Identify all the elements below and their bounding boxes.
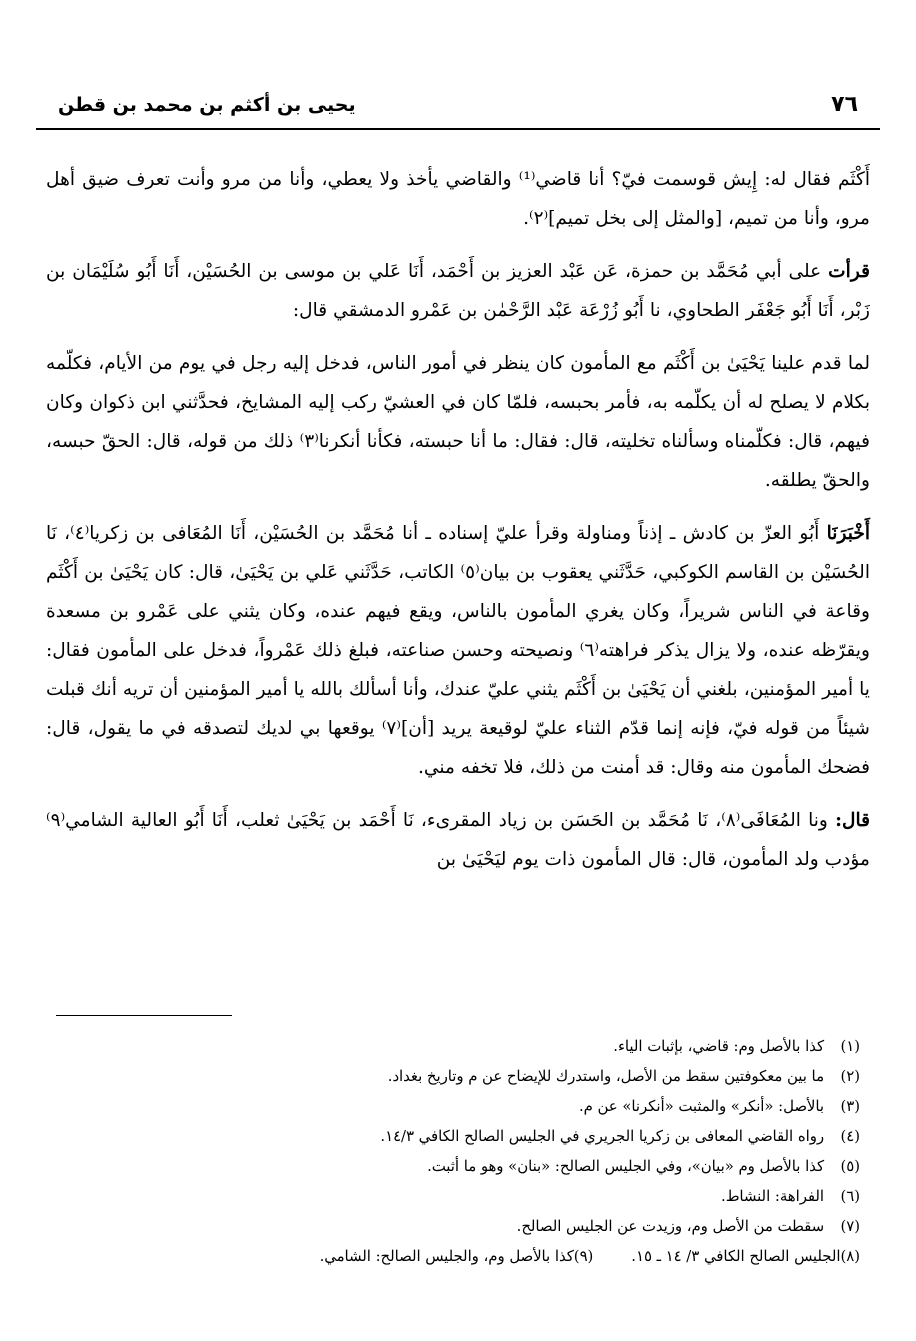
paragraph-text: أَبُو العزّ بن كادش ـ إذناً ومناولة وقرأ عليّ إسناده ـ أنا مُحَمَّد بن الحُسَيْن، أَنَا المُعَافى بن زكريا⁽٤⁾، نَا الحُسَيْن بن القاسم الكوكبي، حَدَّثَني يعقوب بن بيان⁽٥⁾ الكاتب، حَدَّثَني عَلي بن يَحْيَىٰ، قال: كان يَحْيَىٰ بن أَكْثَم وقاعة في الناس شريراً، وكان يغري المأمون بالناس، ويقع فيهم عنده، وكان يثني على عَمْرو بن مسعدة ويقرّظه عنده، ولا يزال يذكر فراهته⁽٦⁾ ونصيحته وحسن صناعته، فبلغ ذلك عَمْرواً، فدخل على المأمون فقال: يا أمير المؤمنين، بلغني أن يَحْيَىٰ بن أَكْثَم يثني عليّ عندك، وأنا أسألك بالله يا أمير المؤمنين أن تريه أنك قبلت شيئاً من قوله فيّ، فإنه إنما قدّم الثناء عليّ لوقيعة يريد [أن]⁽٧⁾ يوقعها بي لديك لتصدقه في ما يقول، قال: فضحك المأمون منه وقال: قد أمنت من ذلك، فلا تخفه مني. [46, 523, 870, 778]
footnote-number: (٤) [840, 1128, 860, 1145]
footnote-text: ما بين معكوفتين سقط من الأصل، واستدرك للإيضاح عن م وتاريخ بغداد. [387, 1068, 824, 1085]
running-title: يحيى بن أكثم بن محمد بن قطن [58, 94, 356, 116]
page-number: ٧٦ [831, 92, 858, 117]
footnote-number: (٧) [840, 1218, 860, 1235]
paragraph [46, 514, 870, 787]
paragraph-text: على أبي مُحَمَّد بن حمزة، عَن عَبْد العزيز بن أَحْمَد، أَنَا عَلي بن موسى بن الحُسَيْن، أَنَا أَبُو سُلَيْمَان بن زَبْر، أَنَا أَبُو جَعْفَر الطحاوي، نا أَبُو زُرْعَة عَبْد الرَّحْمٰن بن عَمْرو الدمشقي قال: [46, 261, 870, 321]
paragraph-text: ونا المُعَافَى⁽٨⁾، نَا مُحَمَّد بن الحَسَن بن زياد المقرىء، نَا أَحْمَد بن يَحْيَىٰ ثعلب، أَنَا أَبُو العالية الشامي⁽٩⁾ مؤدب ولد المأمون، قال: قال المأمون ذات يوم ليَحْيَىٰ بن [46, 810, 870, 870]
footnote [631, 1242, 860, 1272]
footnote-number: (٦) [840, 1188, 860, 1205]
footnote-text: بالأصل: «أنكر» والمثبت «أنكرنا» عن م. [578, 1098, 824, 1115]
footnote-number: (٨) [840, 1248, 860, 1265]
paragraph-lead: قرأت [828, 261, 870, 282]
footnote-row [60, 1242, 860, 1272]
paragraph-lead: قال: [835, 810, 871, 831]
paragraph-text: أَكْثَم فقال له: إِيش قوسمت فيّ؟ أنا قاضي⁽¹⁾ والقاضي يأخذ ولا يعطي، وأنا من مرو وأنت تعرف ضيق أهل مرو، وأنا من تميم، [والمثل إلى بخل تميم]⁽٢⁾. [46, 169, 870, 229]
footnote [60, 1212, 860, 1242]
footnotes [60, 1032, 860, 1272]
footnote [60, 1092, 860, 1122]
footnote [60, 1122, 860, 1152]
page-header [36, 88, 880, 130]
footnote-text: الجليس الصالح الكافي ٣/ ١٤ ـ ١٥. [631, 1248, 841, 1265]
paragraph-text: لما قدم علينا يَحْيَىٰ بن أَكْثَم مع المأمون كان ينظر في أمور الناس، فدخل إليه رجل في يوم من الأيام، فكلّمه بكلام لا يصلح له أن يكلّمه به، فأمر بحبسه، فلمّا كان في العشيّ ركب إليه المشايخ، فحدَّثني ابن ذكوان وكان فيهم، قال: فكلّمناه وسألناه تخليته، قال: فقال: ما أنا حبسته، فكأنا أنكرنا⁽٣⁾ ذلك من قوله، قال: الحقّ حبسه، والحقّ يطلقه. [46, 353, 870, 491]
footnote-separator [56, 1015, 232, 1016]
paragraph [46, 160, 870, 238]
footnote [60, 1032, 860, 1062]
footnote-number: (٣) [840, 1098, 860, 1115]
footnote-text: كذا بالأصل وم «بيان»، وفي الجليس الصالح: «بنان» وهو ما أثبت. [427, 1158, 824, 1175]
footnote-text: كذا بالأصل وم: قاضي، بإثبات الياء. [613, 1038, 824, 1055]
footnote-number: (١) [840, 1038, 860, 1055]
footnote [60, 1152, 860, 1182]
paragraph [46, 801, 870, 879]
footnote-text: الفراهة: النشاط. [721, 1188, 824, 1205]
footnote-text: كذا بالأصل وم، والجليس الصالح: الشامي. [319, 1248, 574, 1265]
footnote-number: (٩) [573, 1248, 594, 1265]
footnote-text: سقطت من الأصل وم، وزيدت عن الجليس الصالح. [516, 1218, 824, 1235]
footnote-number: (٢) [840, 1068, 860, 1085]
paragraph [46, 344, 870, 500]
footnote [320, 1242, 594, 1272]
footnote [60, 1182, 860, 1212]
paragraph-lead: أَخْبَرَنَا [826, 523, 870, 544]
paragraph [46, 252, 870, 330]
footnote [60, 1062, 860, 1092]
footnote-text: رواه القاضي المعافى بن زكريا الجريري في الجليس الصالح الكافي ١٤/٣. [380, 1128, 824, 1145]
footnote-number: (٥) [840, 1158, 860, 1175]
main-text [46, 160, 870, 893]
